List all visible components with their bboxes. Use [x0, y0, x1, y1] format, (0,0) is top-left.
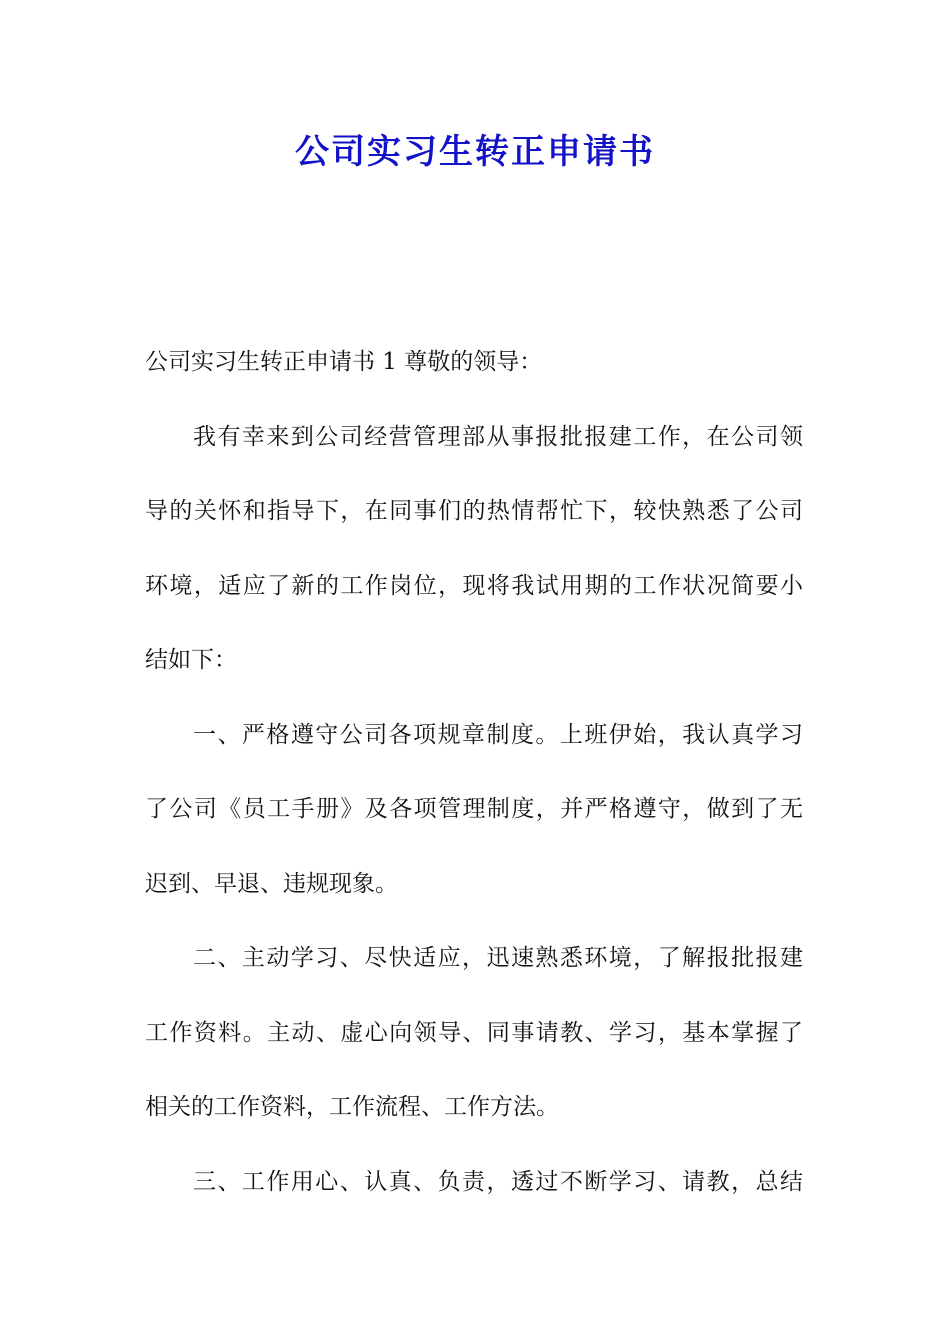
document-title: 公司实习生转正申请书	[295, 132, 655, 172]
paragraph-4-line-1: 三、工作用心、认真、负责，透过不断学习、请教，总结	[193, 1168, 803, 1195]
paragraph-2-line-2: 了公司《员工手册》及各项管理制度，并严格遵守，做到了无	[145, 796, 803, 822]
paragraph-1-line-3: 环境，适应了新的工作岗位，现将我试用期的工作状况简要小	[145, 572, 803, 599]
paragraph-2-line-3: 迟到、早退、违规现象。	[145, 870, 398, 897]
paragraph-1-line-4: 结如下：	[145, 647, 237, 673]
paragraph-1-line-1: 我有幸来到公司经营管理部从事报批报建工作，在公司领	[193, 423, 803, 450]
salutation-line: 公司实习生转正申请书 1 尊敬的领导：	[145, 349, 543, 375]
paragraph-3-line-2: 工作资料。主动、虚心向领导、同事请教、学习，基本掌握了	[145, 1019, 803, 1046]
paragraph-3-line-1: 二、主动学习、尽快适应，迅速熟悉环境，了解报批报建	[193, 945, 803, 971]
paragraph-2-line-1: 一、严格遵守公司各项规章制度。上班伊始，我认真学习	[193, 721, 803, 748]
paragraph-1-line-2: 导的关怀和指导下，在同事们的热情帮忙下，较快熟悉了公司	[145, 498, 803, 524]
document-body	[145, 338, 807, 1232]
paragraph-3-line-3: 相关的工作资料，工作流程、工作方法。	[145, 1094, 559, 1120]
